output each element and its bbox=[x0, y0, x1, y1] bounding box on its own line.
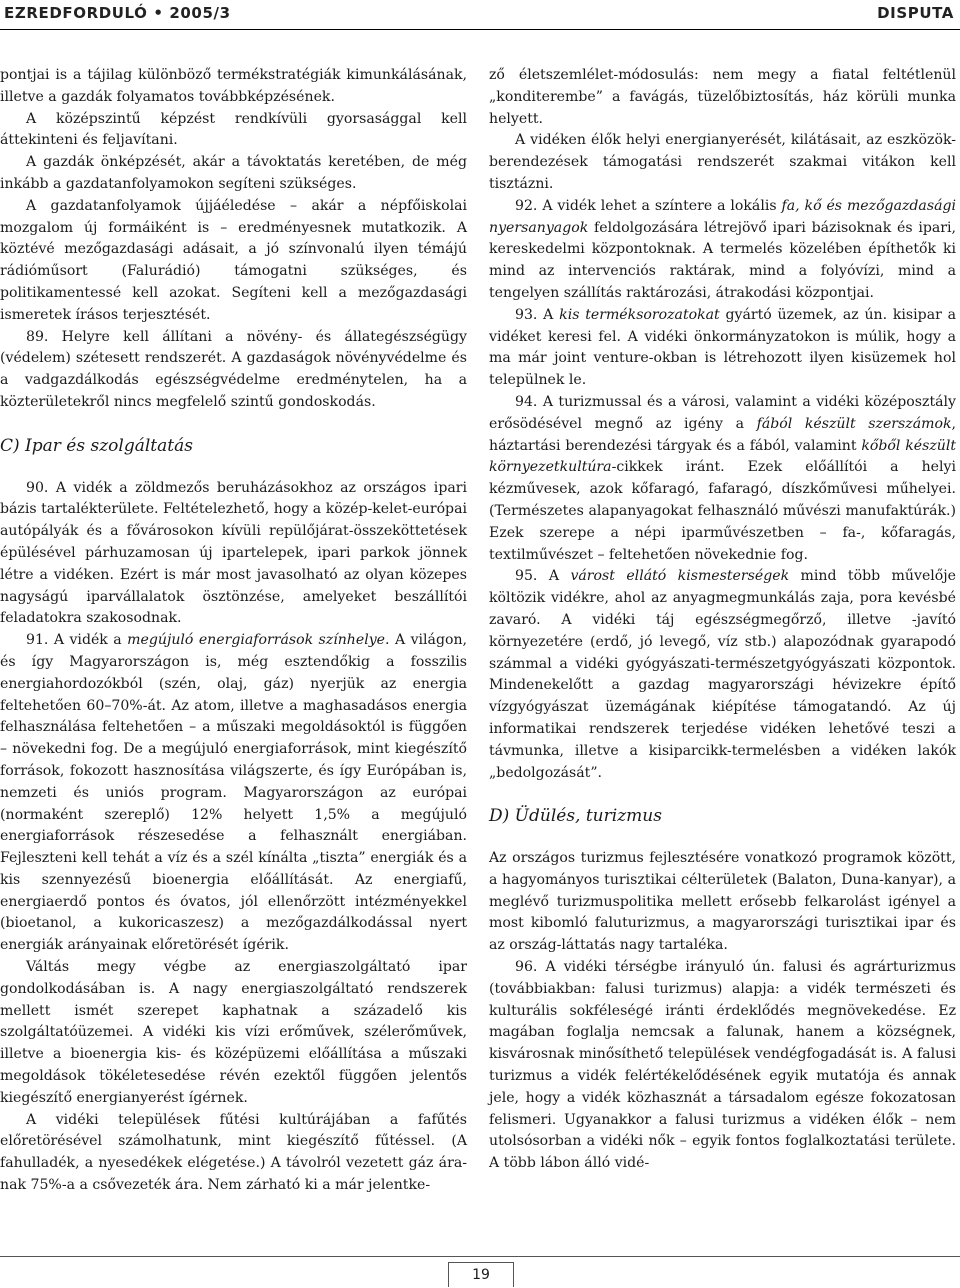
paragraph: 89. Helyre kell állítani a növény- és állategészségügy (védelem) szétesett rendszerét. A gazdaságok növényvédelme és a vadgazdálkodás egészségvédelme eredménytelen, ha a közterületekről nincs megfelelő szintű gondoskodás. bbox=[0, 328, 467, 410]
emphasis: kis terméksorozatokat bbox=[559, 306, 720, 323]
text-run: 94. A turizmussal és a városi, valamint a vidéki középosztály erősödésével megnő az igény a bbox=[489, 393, 956, 432]
text-run: gyártó üzemek, az ún. kisipar a vidéket keresi fel. A vidéki önkormányzatokon is múlik, hogy a ma már joint venture-okban is létrehozott ilyen kisüzemek hol települnek le. bbox=[489, 306, 957, 389]
left-column bbox=[0, 65, 467, 1197]
paragraph: A gazdatanfolyamok újjáéledése – akár a népfőiskolai mozgalom új formáiként is – eredményesnek mutatkozik. A köztévé mezőgazdasági adásait, a jó színvonalú ilyen témájú rádióműsort (Falurádió) támogatni szükséges, és politikamentessé kell azokat. Segíteni kell a mezőgazdasági ismeretek írásos terjesztését. bbox=[0, 197, 467, 323]
paragraph: A vidéki települések fűtési kultúrájában a fafűtés előretörésével számolhatunk, mint kiegészítő fűtéssel. (A fahulladék, a nyesedékek elégetése.) A távolról vezetett gáz ára-nak 75%-a a csővezeték ára. Nem zárható ki a már jelentke- bbox=[0, 1111, 467, 1194]
text-run: . A világon, és így Magyarországon is, még esztendőkig a fosszilis energiahordozókból (szén, olaj, gáz) nyerjük az energia feltehetően 60–70%-át. Az atom, illetve a maghasadásos energia felhasználása feltehetően – a műszaki megoldásoktól is függően – növekedni fog. De a megújuló energiaforrások, mint kiegészítő források, fokozott hasznosítása világszerte, és így Európában is, nemzeti és uniós program. Magyarországon az európai (normaként szereplő) 12% helyett 1,5% a megújuló energiaforrások részesedése a felhasznált energiában. Fejleszteni kell tehát a víz és a szél kínálta „tiszta” energiák és a kis szennyezésű bioenergia előállítását. Az energiafű, energiaerdő pontos és óvatos, jól ellenőrzött intézményekkel (bioetanol, a kukoricaszesz) a mezőgazdálkodással nyert energiák arányainak előretörését ígérik. bbox=[0, 632, 468, 954]
emphasis: megújuló energiaforrások színhelye bbox=[127, 632, 386, 649]
text-run: feldolgozására létrejövő ipari bázisoknak és ipari, kereskedelmi központoknak. A termelés közelében építhetők ki mind az intervenciós raktárak, mind a folyóvízi, mind a tengelyen szállítás raktározási, átrakodási központjai. bbox=[489, 219, 956, 301]
emphasis: fa, kő és mezőgazdasági nyersanyagok bbox=[489, 197, 956, 236]
text-run: 93. A bbox=[515, 306, 554, 323]
paragraph: ző életszemlélet-módosulás: nem megy a fiatal feltétlenül „konditerembe” a favágás, tüzelőbiztosítás, ház körüli munka helyett. bbox=[489, 67, 956, 127]
footer-rule bbox=[0, 1256, 960, 1257]
paragraph: A középszintű képzést rendkívüli gyorsasággal kell áttekinteni és feljavítani. bbox=[0, 110, 467, 149]
text-run: mind több művelője költözik vidékre, ahol az anyagmegmunkálás zaja, pora kevésbé zavaró. A vidéki táj egészségmegőrző, illetve -javító környezetére (erdő, jó levegő, víz stb.) alapozódnak gyarapodó számmal a vidéki gyógyászati-természetgyógyászati központok. Mindenekelőtt a gazdag magyarországi hévizekre építő vízgyógyászat üzemágának kiépítése támogatandó. Az új informatikai rendszerek terjedése vidéken lehetővé teszi a távmunka, illetve a kisiparcikk-termelésben a vidéken lakók „bedolgozását”. bbox=[489, 568, 956, 781]
paragraph bbox=[489, 305, 956, 392]
text-run: , háztartási berendezési tárgyak és a fából, valamint bbox=[489, 415, 956, 454]
header-rule bbox=[0, 29, 960, 30]
paragraph: Az országos turizmus fejlesztésére vonatkozó programok között, a hagyományos turisztikai célterületek (Balaton, Duna-kanyar), a meglévő turizmuspolitika mellett erősebb felkarolást igényel a most kibomló faluturizmus, a magyarországi turisztikai ipar és az ország-láttatás nagy tartaléka. bbox=[489, 850, 956, 954]
paragraph bbox=[489, 392, 956, 566]
emphasis: fából készült szerszámok bbox=[756, 415, 952, 432]
emphasis: kőből készült környezetkultúra bbox=[489, 437, 956, 476]
emphasis: várost ellátó kismesterségek bbox=[570, 568, 790, 585]
paragraph: 96. A vidéki térségbe irányuló ún. falusi és agrárturizmus (továbbiakban: falusi turizmus) alapja: a vidék természeti és kulturális sokféleségé iránti érdeklődés megnövekedése. Ez magában foglalja nemcsak a falunak, hanem a községnek, kisvárosnak minősíthető települések vendégfogadását is. A falusi turizmus a vidék felértékelődésének egyik mutatója és annak jele, hogy a vidék közhasznát a társadalom egésze fokozatosan felismeri. Ugyanakkor a falusi turizmus a vidéken élők – nem utolsósorban a vidéki nők – egyik fontos foglalkoztatási területe. A több lábon álló vidé- bbox=[489, 959, 956, 1172]
journal-title: EZREDFORDULÓ • 2005/3 bbox=[4, 4, 231, 22]
section-title: DISPUTA bbox=[877, 4, 954, 22]
paragraph: A vidéken élők helyi energianyerését, kilátásait, az eszközök-berendezések támogatási rendszerét szakmai vitákon kell tisztázni. bbox=[489, 132, 956, 192]
page-number: 19 bbox=[448, 1262, 514, 1287]
paragraph: 90. A vidék a zöldmezős beruházásokhoz az országos ipari bázis tartalékterülete. Feltételezhető, hogy a közép-kelet-európai autópályák és a fővárosokon kívüli repülőjárat-összeköttetések épülésével párhuzamosan új ipartelepek, ipari parkok jönnek létre a vidéken. Ezért is már most javasolható az olyan közepes nagyságú iparvállalatok ösztönzése, amelyeket beszállítói feladatokra szakosodnak. bbox=[0, 479, 467, 627]
text-run: -cikkek iránt. Ezek előállítói a helyi kézművesek, azok kőfaragó, fafaragó, díszkőművesi műhelyei. (Természetes alapanyagokat felhasználó művészi manufaktúrák.) Ezek szerepe a népi iparművészetben – fa-, kőfaragás, textilművészet – feltehetően növekednie fog. bbox=[489, 459, 956, 563]
section-heading: C) Ipar és szolgáltatás bbox=[0, 435, 193, 456]
section-heading: D) Üdülés, turizmus bbox=[489, 806, 662, 827]
paragraph bbox=[489, 196, 956, 305]
paragraph bbox=[0, 630, 467, 957]
paragraph: Váltás megy végbe az energiaszolgáltató ipar gondolkodásában is. A nagy energiaszolgáltató rendszerek mellett ismét szerepet kaphatnak a századelő kis szolgáltatóüzemei. A vidéki kis vízi erőművek, szélerőművek, illetve a bioenergia kis- és középüzemi előállítása a műszaki megoldások tökéletesedése révén ezektől függően jelentős kiegészítő energianyerést ígérnek. bbox=[0, 959, 467, 1106]
paragraph: A gazdák önképzését, akár a távoktatás keretében, de még inkább a gazdatanfolyamokon segíteni szükséges. bbox=[0, 154, 467, 192]
paragraph bbox=[489, 566, 956, 784]
running-header bbox=[0, 0, 960, 40]
right-column bbox=[489, 65, 956, 1175]
paragraph: pontjai is a tájilag különböző termékstratégiák kimunkálásának, illetve a gazdák folyamatos továbbképzésének. bbox=[0, 67, 467, 105]
text-run: 91. A vidék a bbox=[26, 632, 122, 649]
text-run: 92. A vidék lehet a színtere a lokális bbox=[515, 197, 777, 214]
text-run: 95. A bbox=[515, 568, 560, 585]
